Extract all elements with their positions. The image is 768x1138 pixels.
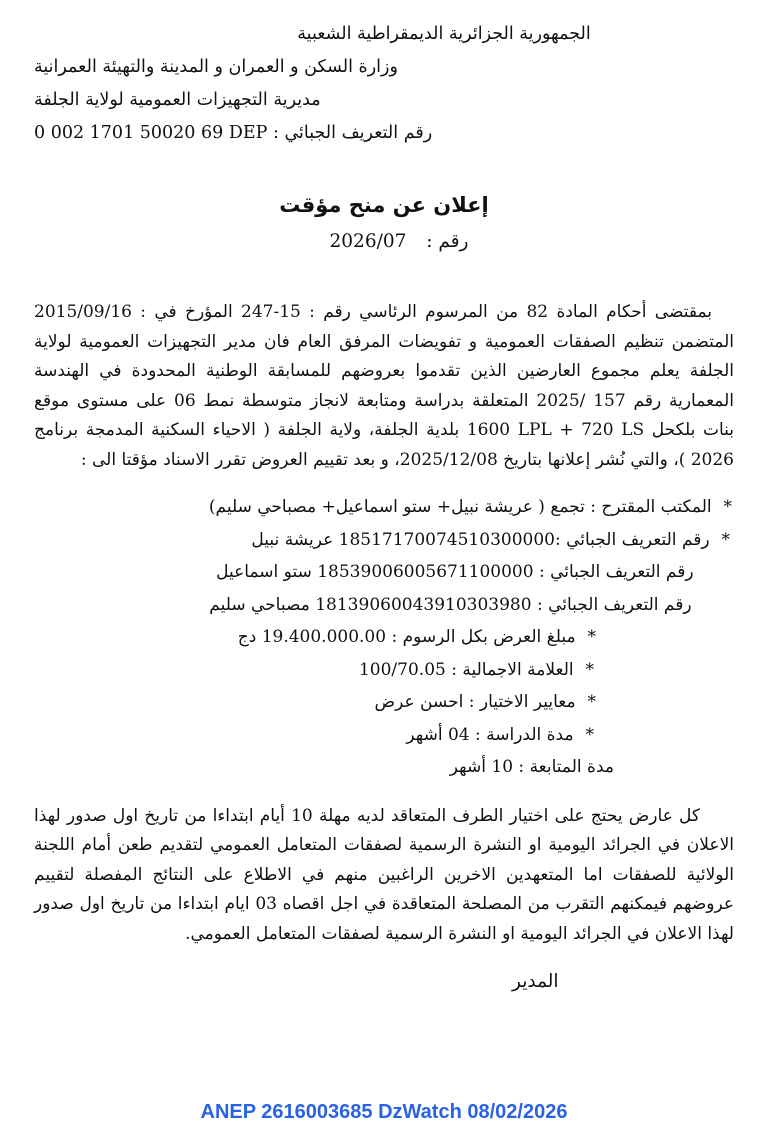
- list-item-text: مدة الدراسة : 04 أشهر: [406, 724, 574, 745]
- tax-id-line: [34, 117, 734, 150]
- intro-paragraph: [34, 298, 734, 475]
- award-details-list: [34, 491, 734, 784]
- list-item-study-duration: [34, 719, 734, 752]
- anep-footer: ANEP 2616003685 DzWatch 08/02/2026: [200, 1101, 568, 1123]
- intro-text-part2: بلدية الجلفة، ولاية الجلفة ( الاحياء السكنية المدمجة برنامج 2026 )، والتي نُشر إعلانها بتاريخ 2025/12/08، و بعد تقييم العروض تقرر الاسناد مؤقتا الى :: [34, 420, 734, 470]
- list-item-text: معايير الاختيار : احسن عرض: [374, 692, 576, 712]
- list-item-offer-amount: [34, 621, 734, 654]
- list-item-tax-id-3: [34, 589, 734, 622]
- intro-text-part1: بمقتضى أحكام المادة 82 من المرسوم الرئاسي رقم : 15-247 المؤرخ في : 2015/09/16 المتضمن تنظيم الصفقات العمومية و تفويضات المرفق العام فان مدير التجهيزات العمومية لولاية الجلفة يعلم مجموع العارضين الذين تقدموا بعروضهم للمسابقة الوطنية المحدودة في الهندسة المعمارية رقم 157 /2025 المتعلقة بدراسة ومتابعة لانجاز متوسطة نمط 06 على مستوى موقع بنات بلكحل: [34, 302, 735, 440]
- list-item-text: المكتب المقترح : تجمع ( عريشة نبيل+ ستو اسماعيل+ مصباحي سليم): [208, 497, 712, 517]
- list-item-selection-criteria: [34, 686, 734, 719]
- republic-line: الجمهورية الجزائرية الديمقراطية الشعبية: [297, 24, 591, 44]
- list-item-text: رقم التعريف الجبائي : 18539006005671100000 ستو اسماعيل: [216, 562, 694, 582]
- list-item-total-mark: [34, 654, 734, 687]
- announcement-number-value: 2026/07: [329, 231, 407, 252]
- bullet-marker: *: [587, 627, 596, 647]
- list-item-text: مبلغ العرض بكل الرسوم : 19.400.000.00 دج: [237, 627, 576, 647]
- page-title: إعلان عن منح مؤقت: [279, 192, 489, 217]
- project-site-code: 1600 LPL + 720 LS: [466, 420, 645, 440]
- list-item-tax-id-2: [34, 556, 734, 589]
- director-signature: المدير: [512, 971, 559, 992]
- bullet-marker: *: [721, 529, 730, 550]
- list-item-text: رقم التعريف الجبائي : 18139060043910303980 مصباحي سليم: [209, 594, 692, 615]
- ministry-line: وزارة السكن و العمران و المدينة والتهيئة العمرانية: [34, 57, 398, 77]
- bullet-marker: *: [723, 497, 732, 517]
- announcement-number-label: رقم :: [426, 231, 469, 252]
- tax-id-value: 0 002 1701 50020 69 DEP: [34, 123, 268, 143]
- document-header: [34, 18, 734, 150]
- list-item-text: رقم التعريف الجبائي :18517170074510300000 عريشة نبيل: [251, 529, 710, 550]
- bullet-marker: *: [587, 692, 596, 712]
- bullet-marker: *: [585, 659, 594, 680]
- list-item-text: العلامة الاجمالية : 100/70.05: [358, 659, 574, 680]
- appeal-paragraph: كل عارض يحتج على اختيار الطرف المتعاقد لديه مهلة 10 أيام ابتداءا من تاريخ اول صدور لهذا الاعلان في الجرائد اليومية او النشرة الرسمية لصفقات المتعامل العمومي لتقديم طعن أمام اللجنة الولائية للصفقات اما المتعهدين الاخرين الراغبين منهم في الاطلاع على النتائج المفصلة لتقييم عروضهم فيمكنهم التقرب من المصلحة المتعاقدة في اجل اقصاه 03 ايام ابتداءا من تاريخ اول صدور لهذا الاعلان في الجرائد اليومية او النشرة الرسمية لصفقات المتعامل العمومي.: [34, 805, 734, 944]
- tax-id-label: رقم التعريف الجبائي :: [272, 123, 433, 143]
- followup-duration-line: مدة المتابعة : 10 أشهر: [449, 757, 614, 777]
- announcement-number-line: [34, 231, 734, 252]
- list-item-proposed-office: [34, 491, 734, 524]
- directorate-line: مديرية التجهيزات العمومية لولاية الجلفة: [34, 90, 321, 110]
- bullet-marker: *: [585, 724, 594, 745]
- list-item-tax-id-1: [34, 524, 734, 557]
